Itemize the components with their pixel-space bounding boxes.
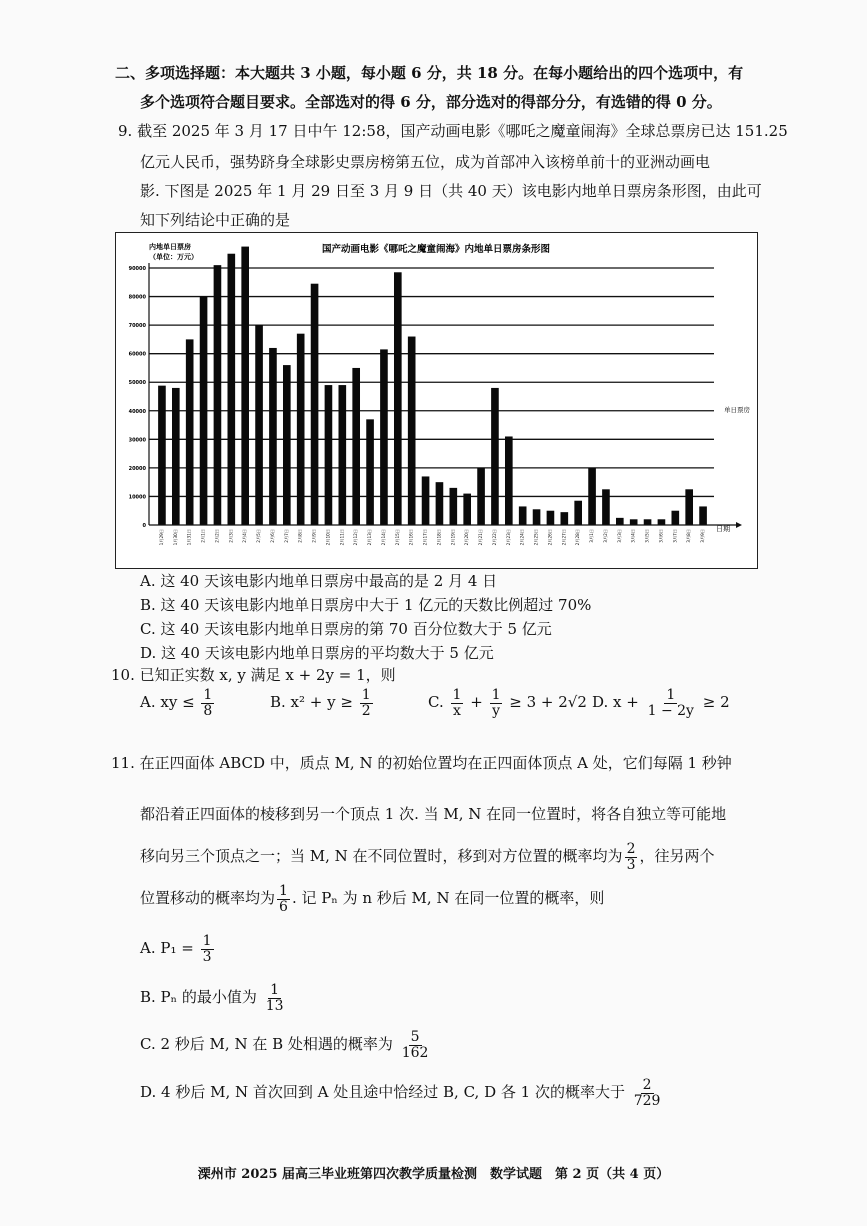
x-tick-label: 2月4日 [242,529,248,543]
x-tick-label: 3月3日 [616,529,622,543]
chart-side-label: 单日票房 [724,406,750,414]
bar [547,511,555,525]
x-tick-label: 2月5日 [256,529,262,543]
y-tick-label: 60000 [128,351,146,358]
y-tick-label: 80000 [128,294,146,301]
bar [214,265,222,525]
q11-option-d [140,1078,664,1108]
section-heading-line2: 多个选项符合题目要求。全部选对的得 6 分，部分选对的得部分分，有选错的得 0 分。 [140,93,722,111]
q10-c-plus: + [470,693,483,712]
q10-c-label: C. [428,693,444,712]
bar [699,506,707,525]
bar [685,489,693,525]
bar [422,476,430,525]
x-tick-label: 2月27日 [561,529,567,546]
q11-stem-line3 [140,842,715,872]
bar [297,334,305,525]
bar [394,272,402,525]
q10-c-fraction2 [490,688,503,718]
q11-stem-line4 [140,884,604,914]
chart-title: 国产动画电影《哪吒之魔童闹海》内地单日票房条形图 [321,244,551,255]
box-office-chart [115,232,758,569]
bar [366,419,374,525]
q10-c-num1: 1 [452,687,462,703]
q10-a-num: 1 [203,687,213,703]
x-tick-label: 2月28日 [575,529,581,546]
bar [616,518,624,525]
bar [380,349,388,525]
x-tick-label: 2月24日 [519,529,525,546]
bar [338,385,346,525]
q10-a-fraction [201,688,214,718]
x-tick-label: 3月9日 [700,529,706,543]
y-tick-label: 30000 [128,437,146,444]
x-tick-label: 2月13日 [367,529,373,546]
x-tick-label: 3月7日 [672,529,678,543]
x-tick-label: 2月14日 [380,529,386,546]
chart-y-ticks [129,266,147,529]
q10-b-num: 1 [361,687,371,703]
q10-d-den: 1 − 2y [647,702,694,719]
q10-c-den1: x [453,702,461,719]
x-tick-label: 2月10日 [325,529,331,546]
q10-option-a [140,688,216,718]
q11-stem-line2: 都沿着正四面体的棱移到另一个顶点 1 次. 当 M, N 在同一位置时，将各自独立等可能地 [140,805,727,823]
bar [269,348,277,525]
bar [588,468,596,525]
q11-line3-fraction [625,842,638,872]
q11-c-num: 5 [410,1029,420,1045]
y-tick-label: 90000 [128,266,146,272]
q9-stem-line2: 亿元人民币，强势跻身全球影史票房榜第五位，成为首部冲入该榜单前十的亚洲动画电 [140,153,711,171]
bar [602,489,610,525]
x-tick-label: 2月23日 [505,529,511,546]
q10-d-fraction [646,688,696,718]
q9-option-c: C. 这 40 天该电影内地单日票房的第 70 百分位数大于 5 亿元 [140,620,552,638]
q10-c-fraction1 [451,688,464,718]
q11-line4-den: 6 [279,898,288,915]
bar [574,501,582,525]
q9-option-a: A. 这 40 天该电影内地单日票房中最高的是 2 月 4 日 [140,572,498,590]
y-tick-label: 0 [142,523,146,529]
chart-ylabel-line1: 内地单日票房 [149,243,191,251]
q11-line4-text-a: 位置移动的概率均为 [140,889,276,908]
q11-a-den: 3 [202,948,212,965]
q11-d-label: D. 4 秒后 M, N 首次回到 A 处且途中恰经过 B, C, D 各 1 次的概率大于 [140,1083,625,1102]
q11-d-num: 2 [642,1077,652,1093]
x-tick-label: 2月12日 [353,529,359,546]
q9-stem-line3: 影. 下图是 2025 年 1 月 29 日至 3 月 9 日（共 40 天）该电影内地单日票房条形图，由此可 [140,182,762,200]
y-tick-label: 50000 [128,380,146,387]
q11-line3-den: 3 [626,856,636,873]
q10-option-b [270,688,375,718]
q11-d-fraction [632,1078,663,1108]
q10-a-den: 8 [203,702,213,719]
bar [533,509,541,525]
bar [658,519,666,525]
x-tick-label: 2月19日 [450,529,456,546]
x-axis-arrow-icon [736,522,742,528]
q10-d-num: 1 [666,687,676,703]
x-tick-label: 2月21日 [478,529,484,546]
q10-c-rest: ≥ 3 + 2√2 [509,693,587,712]
chart-x-ticks [158,529,706,545]
q10-option-c [428,688,587,718]
q10-stem: 10. 已知正实数 x, y 满足 x + 2y = 1，则 [111,666,396,684]
x-tick-label: 2月18日 [436,529,442,546]
bar [449,488,457,525]
bar [227,254,235,525]
q11-stem-line1: 11. 在正四面体 ABCD 中，质点 M, N 的初始位置均在正四面体顶点 A 处，它们每隔 1 秒钟 [111,754,732,772]
x-tick-label: 2月6日 [269,529,275,543]
q11-line4-fraction [277,884,290,914]
y-tick-label: 70000 [128,323,146,330]
x-tick-label: 1月31日 [186,529,192,546]
x-tick-label: 3月5日 [644,529,650,543]
bar [505,436,513,525]
x-tick-label: 3月4日 [630,529,636,543]
bar [519,506,527,525]
q11-option-b [140,983,288,1013]
q11-line4-num: 1 [279,883,288,899]
q11-b-num: 1 [270,982,280,998]
x-tick-label: 2月3日 [228,529,234,543]
q11-option-c [140,1030,432,1060]
q10-d-rest: ≥ 2 [702,693,730,712]
x-tick-label: 2月11日 [339,529,345,546]
q10-b-fraction [360,688,373,718]
x-tick-label: 2月7日 [283,529,289,543]
bar [172,388,180,525]
y-tick-label: 20000 [128,465,146,472]
bar [463,494,471,525]
bar [644,519,652,525]
chart-canvas [116,233,757,568]
x-tick-label: 2月15日 [394,529,400,546]
x-tick-label: 2月20日 [464,529,470,546]
q11-option-a [140,934,216,964]
chart-axes [149,263,742,528]
x-tick-label: 3月1日 [589,529,595,543]
q11-b-fraction [264,983,286,1013]
x-tick-label: 2月25日 [533,529,539,546]
x-tick-label: 1月30日 [172,529,178,546]
bar [186,339,194,525]
q11-c-den: 162 [401,1044,429,1061]
q11-d-den: 729 [633,1092,661,1109]
bar [283,365,291,525]
q11-b-label: B. Pₙ 的最小值为 [140,988,257,1007]
bar [477,468,485,525]
chart-ylabel-line2: （单位：万元） [149,253,198,261]
q9-stem-line4: 知下列结论中正确的是 [140,211,291,229]
y-tick-label: 10000 [128,494,146,501]
x-tick-label: 2月26日 [547,529,553,546]
bar [325,385,333,525]
bar [200,297,208,525]
x-tick-label: 2月2日 [214,529,220,543]
page-footer: 溧州市 2025 届高三毕业班第四次教学质量检测 数学试题 第 2 页（共 4 页） [197,1167,670,1182]
q9-stem-line1: 9. 截至 2025 年 3 月 17 日中午 12:58，国产动画电影《哪吒之魔童闹海》全球总票房已达 151.25 [118,122,788,140]
q10-option-d [592,688,730,718]
q11-c-fraction [400,1030,431,1060]
bar [241,247,249,525]
y-tick-label: 40000 [128,408,146,415]
q11-a-fraction [201,934,214,964]
bar [560,512,568,525]
q11-line3-text-a: 移向另三个顶点之一；当 M, N 在不同位置时，移到对方位置的概率均为 [140,847,623,866]
chart-xlabel: 日期 [716,525,730,533]
bar [408,337,416,525]
x-tick-label: 2月1日 [200,529,206,543]
q10-b-den: 2 [361,702,371,719]
q10-c-den2: y [492,702,500,719]
x-tick-label: 3月2日 [602,529,608,543]
chart-bars [158,247,707,525]
bar [491,388,499,525]
q10-b-label: B. x² + y ≥ [270,693,353,712]
q10-c-num2: 1 [491,687,501,703]
q11-c-label: C. 2 秒后 M, N 在 B 处相遇的概率为 [140,1035,393,1054]
q11-line3-num: 2 [626,841,636,857]
x-tick-label: 1月29日 [158,529,164,546]
bar [352,368,360,525]
q11-a-label: A. P₁ = [140,939,194,958]
bar [436,482,444,525]
bar [630,519,638,525]
q9-option-d: D. 这 40 天该电影内地单日票房的平均数大于 5 亿元 [140,644,494,662]
q11-b-den: 13 [265,997,284,1014]
bar [255,325,263,525]
bar [311,284,319,525]
section-heading-line1: 二、多项选择题：本大题共 3 小题，每小题 6 分，共 18 分。在每小题给出的四个选项中，有 [115,64,744,82]
q10-a-label: A. xy ≤ [140,693,195,712]
x-tick-label: 2月8日 [297,529,303,543]
x-tick-label: 3月8日 [686,529,692,543]
x-tick-label: 3月6日 [658,529,664,543]
q9-option-b: B. 这 40 天该电影内地单日票房中大于 1 亿元的天数比例超过 70% [140,596,592,614]
q10-d-label: D. x + [592,693,639,712]
x-tick-label: 2月16日 [408,529,414,546]
x-tick-label: 2月9日 [311,529,317,543]
q11-line3-text-b: ，往另两个 [639,847,715,866]
x-tick-label: 2月22日 [491,529,497,546]
bar [671,511,679,525]
bar [158,386,166,525]
q11-a-num: 1 [202,933,212,949]
x-tick-label: 2月17日 [422,529,428,546]
q11-line4-text-b: . 记 Pₙ 为 n 秒后 M, N 在同一位置的概率，则 [291,889,605,908]
